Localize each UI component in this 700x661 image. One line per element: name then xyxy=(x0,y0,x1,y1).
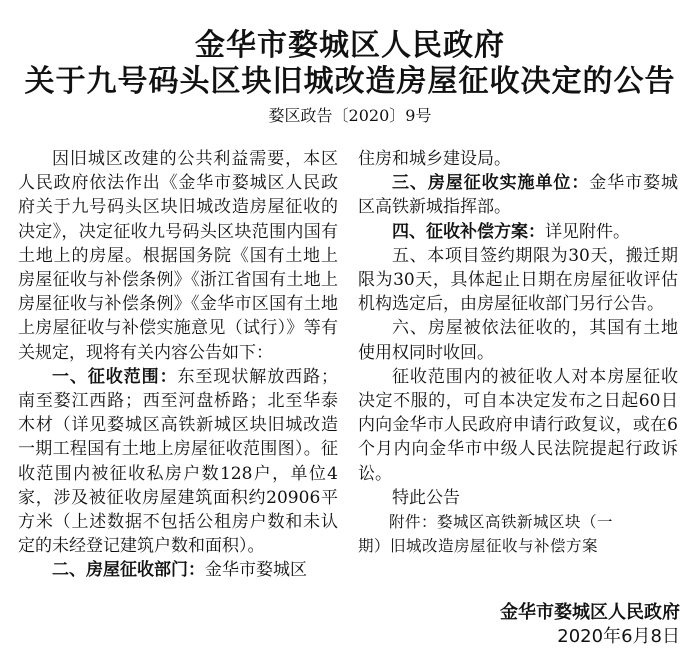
section-3-heading: 三、房屋征收实施单位： xyxy=(392,173,590,194)
issuer-signature: 金华市婺城区人民政府 xyxy=(500,602,680,623)
section-1-text: 东至现状解放西路；南至婺江西路；西至河盘桥路；北至华泰木材（详见婺城区高铁新城区块旧城改造一期工程国有土地上房屋征收范围图）。征收范围内被征收私房户数128户，单位4家，涉及被征收房屋建筑面积约20906平方米（上述数据不包括公租房户数和未认定的未经登记建筑户数和面积）。 xyxy=(18,366,339,557)
attachment-line-1: 附件：婺城区高铁新城区块（一 xyxy=(389,513,614,532)
title-line-2: 关于九号码头区块旧城改造房屋征收决定的公告 xyxy=(24,64,676,99)
appeal-paragraph: 征收范围内的被征收人对本房屋征收决定不服的，可自本决定发布之日起60日内向金华市人民政府申请行政复议，或在6个月内向金华市中级人民法院提起行政诉讼。 xyxy=(358,366,678,484)
section-4-paragraph xyxy=(358,220,678,244)
section-2-heading: 二、房屋征收部门： xyxy=(52,560,205,581)
section-5-paragraph: 五、本项目签约期限为30天，搬迁期限为30天，具体起止日期在房屋征收评估机构选定后，由房屋征收部门另行公告。 xyxy=(358,245,678,315)
section-3-text: 金华市婺城区高铁新城指挥部。 xyxy=(358,173,679,218)
right-column xyxy=(358,147,678,558)
section-1-heading: 一、征收范围： xyxy=(52,366,178,387)
section-4-text: 详见附件。 xyxy=(545,221,630,242)
issue-date: 2020年6月8日 xyxy=(557,626,680,647)
section-3-paragraph xyxy=(358,171,678,219)
title-line-1: 金华市婺城区人民政府 xyxy=(195,28,505,63)
intro-paragraph: 因旧城区改建的公共利益需要，本区人民政府依法作出《金华市婺城区人民政府关于九号码头区块旧城改造房屋征收的决定》，决定征收九号码头区块范围内国有土地上的房屋。根据国务院《国有土地上房屋征收与补偿条例》《浙江省国有土地上房屋征收与补偿条例》《金华市区国有土地上房屋征收与补偿实施意见（试行）》等有关规定，现将有关内容公告如下： xyxy=(18,149,338,363)
attachment-line-2: 期）旧城改造房屋征收与补偿方案 xyxy=(358,537,599,556)
document-number: 婺区政告〔2020〕9号 xyxy=(268,106,432,125)
left-column xyxy=(18,147,338,583)
section-2-continuation: 住房和城乡建设局。 xyxy=(358,149,511,169)
closing-text: 特此公告 xyxy=(392,487,460,508)
section-6-paragraph: 六、房屋被依法征收的，其国有土地使用权同时收回。 xyxy=(358,318,678,363)
section-1-paragraph xyxy=(18,365,338,559)
section-4-heading: 四、征收补偿方案： xyxy=(392,221,545,242)
section-2-text: 金华市婺城区 xyxy=(205,560,307,581)
section-2-paragraph xyxy=(18,558,338,582)
